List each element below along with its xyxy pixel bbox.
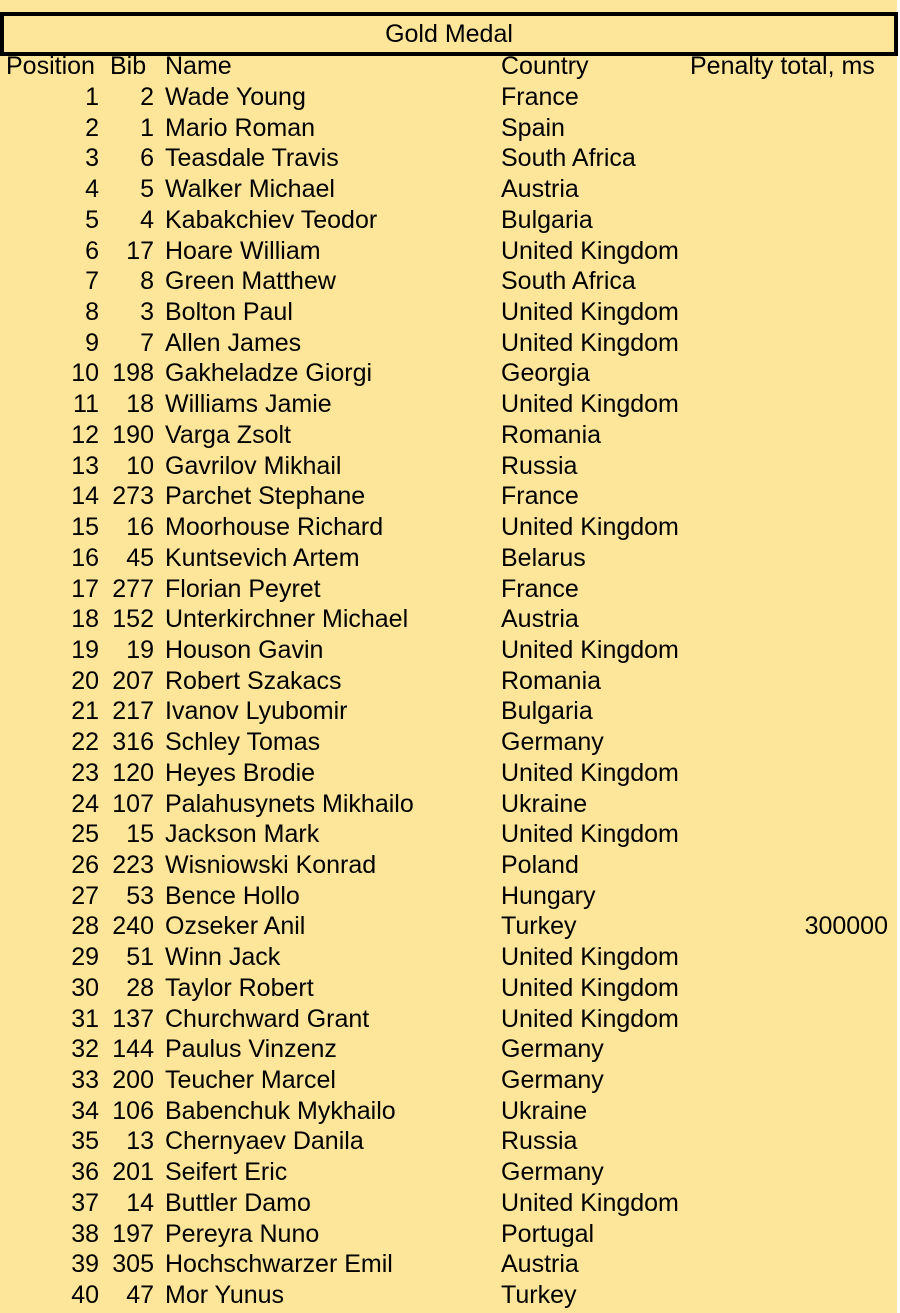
cell-country: South Africa — [501, 144, 636, 173]
cell-country: Germany — [501, 1158, 604, 1187]
cell-bib: 144 — [112, 1035, 154, 1064]
table-title: Gold Medal — [0, 12, 898, 56]
column-header-name: Name — [165, 52, 232, 80]
cell-country: United Kingdom — [501, 328, 679, 357]
table-row — [0, 819, 897, 850]
cell-name: Seifert Eric — [165, 1158, 288, 1187]
cell-bib: 152 — [112, 605, 154, 634]
table-row — [0, 82, 897, 113]
cell-name: Hoare William — [165, 236, 321, 265]
cell-country: Ukraine — [501, 789, 588, 818]
cell-name: Palahusynets Mikhailo — [165, 789, 414, 818]
cell-country: Ukraine — [501, 1096, 588, 1125]
cell-bib: 207 — [112, 666, 154, 695]
cell-position: 14 — [71, 482, 99, 511]
cell-name: Williams Jamie — [165, 390, 332, 419]
column-header-country: Country — [501, 52, 589, 80]
table-row — [0, 1096, 897, 1127]
cell-country: South Africa — [501, 267, 636, 296]
table-row — [0, 850, 897, 881]
cell-country: United Kingdom — [501, 236, 679, 265]
table-row — [0, 297, 897, 328]
cell-position: 23 — [71, 758, 99, 787]
cell-penalty: 300000 — [804, 912, 888, 941]
cell-country: United Kingdom — [501, 820, 679, 849]
cell-name: Parchet Stephane — [165, 482, 366, 511]
cell-position: 3 — [85, 144, 99, 173]
table-row — [0, 512, 897, 543]
cell-position: 24 — [71, 789, 99, 818]
cell-position: 20 — [71, 666, 99, 695]
cell-country: Germany — [501, 1066, 604, 1094]
cell-name: Wade Young — [165, 83, 306, 111]
cell-name: Ivanov Lyubomir — [165, 697, 348, 726]
cell-name: Moorhouse Richard — [165, 513, 384, 542]
results-table-body — [0, 82, 897, 1311]
cell-name: Kuntsevich Artem — [165, 543, 360, 572]
cell-country: United Kingdom — [501, 1004, 679, 1033]
cell-bib: 15 — [126, 820, 154, 849]
cell-country: United Kingdom — [501, 390, 679, 419]
cell-country: United Kingdom — [501, 1188, 679, 1217]
cell-name: Bolton Paul — [165, 298, 293, 327]
cell-bib: 4 — [140, 205, 154, 234]
cell-position: 11 — [73, 390, 99, 419]
cell-bib: 2 — [140, 83, 154, 111]
cell-position: 36 — [71, 1158, 99, 1187]
table-row — [0, 1004, 897, 1035]
table-row — [0, 973, 897, 1004]
cell-bib: 277 — [112, 574, 154, 603]
cell-name: Paulus Vinzenz — [165, 1035, 337, 1064]
cell-name: Gavrilov Mikhail — [165, 451, 342, 480]
cell-bib: 305 — [112, 1250, 154, 1279]
cell-bib: 19 — [126, 635, 154, 664]
table-row — [0, 236, 897, 267]
cell-country: France — [501, 83, 579, 111]
cell-bib: 200 — [112, 1066, 154, 1094]
cell-name: Wisniowski Konrad — [165, 850, 377, 879]
table-row — [0, 205, 897, 236]
cell-name: Churchward Grant — [165, 1004, 370, 1033]
cell-country: France — [501, 574, 579, 603]
table-row — [0, 574, 897, 605]
cell-position: 33 — [71, 1066, 99, 1094]
table-row — [0, 789, 897, 820]
cell-country: Belarus — [501, 543, 586, 572]
cell-name: Walker Michael — [165, 175, 335, 204]
cell-country: Spain — [501, 113, 565, 142]
cell-position: 39 — [71, 1250, 99, 1279]
table-row — [0, 727, 897, 758]
cell-country: Portugal — [501, 1219, 595, 1248]
table-row — [0, 389, 897, 420]
cell-position: 7 — [85, 267, 99, 296]
table-row — [0, 113, 897, 144]
cell-position: 31 — [71, 1004, 99, 1033]
cell-name: Buttler Damo — [165, 1188, 311, 1217]
cell-name: Chernyaev Danila — [165, 1127, 364, 1156]
cell-position: 4 — [85, 175, 99, 204]
cell-bib: 107 — [112, 789, 154, 818]
cell-position: 27 — [71, 881, 99, 910]
cell-bib: 17 — [126, 236, 154, 265]
cell-position: 9 — [85, 328, 99, 357]
column-header-position: Position — [6, 52, 95, 80]
cell-bib: 5 — [140, 175, 154, 204]
cell-position: 34 — [71, 1096, 99, 1125]
cell-name: Babenchuk Mykhailo — [165, 1096, 396, 1125]
cell-position: 5 — [85, 205, 99, 234]
cell-position: 19 — [71, 635, 99, 664]
cell-name: Jackson Mark — [165, 820, 320, 849]
cell-country: Russia — [501, 451, 578, 480]
cell-country: United Kingdom — [501, 758, 679, 787]
table-row — [0, 881, 897, 912]
cell-bib: 217 — [112, 697, 154, 726]
cell-bib: 197 — [112, 1219, 154, 1248]
column-header-penalty: Penalty total, ms — [690, 52, 875, 80]
cell-position: 26 — [71, 850, 99, 879]
cell-country: Romania — [501, 420, 602, 449]
table-row — [0, 543, 897, 574]
table-row — [0, 666, 897, 697]
cell-position: 6 — [85, 236, 99, 265]
cell-name: Pereyra Nuno — [165, 1219, 320, 1248]
cell-bib: 13 — [126, 1127, 154, 1156]
cell-bib: 8 — [140, 267, 154, 296]
cell-name: Schley Tomas — [165, 728, 321, 757]
cell-position: 28 — [71, 912, 99, 941]
cell-country: France — [501, 482, 579, 511]
cell-name: Mario Roman — [165, 113, 316, 142]
cell-position: 15 — [71, 513, 99, 542]
table-row — [0, 1280, 897, 1311]
table-row — [0, 1249, 897, 1280]
cell-position: 35 — [71, 1127, 99, 1156]
cell-name: Allen James — [165, 328, 302, 357]
table-row — [0, 420, 897, 451]
cell-name: Hochschwarzer Emil — [165, 1250, 393, 1279]
cell-country: Germany — [501, 1035, 604, 1064]
table-row — [0, 451, 897, 482]
cell-name: Teasdale Travis — [165, 144, 339, 173]
cell-bib: 6 — [140, 144, 154, 173]
cell-bib: 201 — [112, 1158, 154, 1187]
cell-bib: 223 — [112, 850, 154, 879]
cell-bib: 7 — [140, 328, 154, 357]
cell-country: Hungary — [501, 881, 596, 910]
cell-country: Romania — [501, 666, 602, 695]
table-row — [0, 1065, 897, 1096]
table-row — [0, 174, 897, 205]
cell-country: United Kingdom — [501, 635, 679, 664]
cell-bib: 53 — [126, 881, 154, 910]
table-row — [0, 358, 897, 389]
cell-country: Bulgaria — [501, 697, 593, 726]
cell-country: United Kingdom — [501, 943, 679, 972]
cell-bib: 16 — [126, 513, 154, 542]
cell-country: Georgia — [501, 359, 590, 388]
cell-position: 38 — [71, 1219, 99, 1248]
table-row — [0, 1219, 897, 1250]
cell-name: Unterkirchner Michael — [165, 605, 409, 634]
cell-position: 37 — [71, 1188, 99, 1217]
table-row — [0, 1126, 897, 1157]
cell-name: Heyes Brodie — [165, 758, 316, 787]
cell-bib: 3 — [140, 298, 154, 327]
cell-position: 29 — [71, 943, 99, 972]
cell-position: 10 — [71, 359, 99, 388]
cell-name: Teucher Marcel — [165, 1066, 336, 1094]
cell-country: Austria — [501, 605, 579, 634]
cell-bib: 198 — [112, 359, 154, 388]
cell-position: 40 — [71, 1281, 99, 1310]
table-row — [0, 604, 897, 635]
table-row — [0, 942, 897, 973]
cell-bib: 273 — [112, 482, 154, 511]
cell-country: United Kingdom — [501, 973, 679, 1002]
cell-country: Austria — [501, 1250, 579, 1279]
cell-country: United Kingdom — [501, 513, 679, 542]
table-row — [0, 696, 897, 727]
cell-country: Turkey — [501, 912, 577, 941]
cell-country: Turkey — [501, 1281, 577, 1310]
table-row — [0, 911, 897, 942]
cell-bib: 120 — [112, 758, 154, 787]
cell-position: 2 — [85, 113, 99, 142]
table-row — [0, 635, 897, 666]
cell-bib: 14 — [126, 1188, 154, 1217]
cell-bib: 316 — [112, 728, 154, 757]
cell-position: 17 — [71, 574, 99, 603]
table-row — [0, 266, 897, 297]
cell-bib: 10 — [126, 451, 154, 480]
cell-bib: 47 — [126, 1281, 154, 1310]
cell-name: Robert Szakacs — [165, 666, 342, 695]
cell-position: 30 — [71, 973, 99, 1002]
table-row — [0, 143, 897, 174]
cell-position: 13 — [71, 451, 99, 480]
cell-name: Winn Jack — [165, 943, 281, 972]
cell-bib: 28 — [126, 973, 154, 1002]
table-row — [0, 1188, 897, 1219]
cell-name: Florian Peyret — [165, 574, 321, 603]
column-header-row — [0, 50, 897, 82]
table-row — [0, 1034, 897, 1065]
cell-name: Bence Hollo — [165, 881, 300, 910]
cell-country: Bulgaria — [501, 205, 593, 234]
cell-name: Varga Zsolt — [165, 420, 291, 449]
cell-bib: 137 — [112, 1004, 154, 1033]
cell-position: 22 — [71, 728, 99, 757]
table-row — [0, 758, 897, 789]
cell-name: Houson Gavin — [165, 635, 324, 664]
column-header-bib: Bib — [110, 52, 147, 80]
cell-position: 25 — [71, 820, 99, 849]
cell-position: 18 — [71, 605, 99, 634]
cell-bib: 51 — [126, 943, 154, 972]
cell-name: Ozseker Anil — [165, 912, 306, 941]
cell-bib: 106 — [112, 1096, 154, 1125]
table-row — [0, 328, 897, 359]
cell-name: Gakheladze Giorgi — [165, 359, 373, 388]
cell-country: Germany — [501, 728, 604, 757]
table-row — [0, 481, 897, 512]
cell-bib: 45 — [126, 543, 154, 572]
cell-country: Russia — [501, 1127, 578, 1156]
cell-bib: 240 — [112, 912, 154, 941]
cell-bib: 190 — [112, 420, 154, 449]
cell-position: 21 — [71, 697, 99, 726]
cell-position: 16 — [71, 543, 99, 572]
cell-bib: 1 — [140, 113, 154, 142]
cell-country: Poland — [501, 850, 579, 879]
cell-country: Austria — [501, 175, 579, 204]
cell-position: 1 — [85, 83, 99, 111]
cell-name: Kabakchiev Teodor — [165, 205, 378, 234]
cell-name: Taylor Robert — [165, 973, 314, 1002]
cell-position: 12 — [71, 420, 99, 449]
cell-name: Green Matthew — [165, 267, 336, 296]
cell-position: 8 — [85, 298, 99, 327]
cell-position: 32 — [71, 1035, 99, 1064]
cell-country: United Kingdom — [501, 298, 679, 327]
cell-name: Mor Yunus — [165, 1281, 285, 1310]
cell-bib: 18 — [126, 390, 154, 419]
table-row — [0, 1157, 897, 1188]
